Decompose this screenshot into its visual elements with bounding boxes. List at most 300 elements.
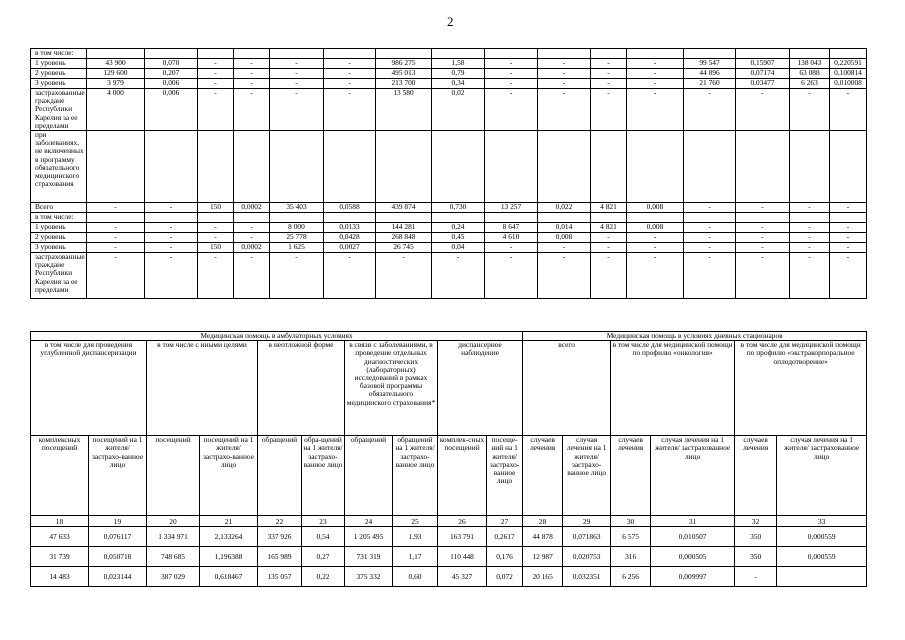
unit-header: случая лечения на 1 жителя/ застрахованное лицо [651,436,735,516]
table-row [31,213,867,223]
table-cell [485,49,538,59]
table-cell: 0,02 [432,89,485,131]
table-cell: 0,0588 [324,203,376,213]
sub-header: в том числе с иными целями [147,341,258,436]
table-cell [790,49,830,59]
table-cell: 268 848 [376,233,432,243]
table-cell: 4 821 [591,203,627,213]
row-label: 2 уровень [31,233,87,243]
table-cell: 2,133264 [200,527,258,547]
table-cell: - [790,253,830,299]
table-row [31,49,867,59]
table-cell: - [684,203,736,213]
unit-header: случаев лечения [523,436,563,516]
table-cell: - [591,253,627,299]
table-row [31,527,867,547]
table-cell: - [198,79,234,89]
table-cell: - [684,89,736,131]
table-cell: - [87,243,145,253]
table-cell [830,213,867,223]
table-cell [270,49,324,59]
table-cell: 0,008 [538,233,591,243]
row-label: застрахованные граждане Республики Карелия за ее пределами [31,253,87,299]
table-cell: - [735,567,777,587]
table-cell: 31 739 [31,547,89,567]
table-cell [432,49,485,59]
table-cell: 44 878 [523,527,563,547]
table-cell: 213 700 [376,79,432,89]
table-cell: 0,54 [302,527,345,547]
table-cell: 0,60 [393,567,438,587]
table-cell: 495 013 [376,69,432,79]
table-cell [234,49,270,59]
table-cell [376,49,432,59]
table-cell: 0,04 [432,243,485,253]
table-cell: - [627,69,684,79]
row-label: Всего [31,203,87,213]
table-cell [145,131,198,203]
column-number: 30 [611,516,651,527]
table-cell: 387 029 [147,567,200,587]
table-cell [324,49,376,59]
table-cell: 35 403 [270,203,324,213]
table-cell [87,131,145,203]
sub-header: в связи с заболеваниями, в проведение отдельных диагностических (лабораторных) исследований в рамках базовой программы обязательного медицинского страхования* [345,341,438,436]
bottom-table [30,331,867,587]
table-cell: - [830,243,867,253]
table-row [31,223,867,233]
table-cell: 138 043 [790,59,830,69]
table-row [31,131,867,203]
table-cell: - [538,253,591,299]
column-number: 24 [345,516,393,527]
table-cell: 144 281 [376,223,432,233]
column-number: 22 [258,516,302,527]
table-cell: 0,010507 [651,527,735,547]
unit-header: посеще-ний на 1 жителя/ застрахо-ванное лицо [487,436,523,516]
table-cell: - [736,243,790,253]
table-cell: 45 327 [438,567,487,587]
table-cell [830,49,867,59]
table-cell: - [591,79,627,89]
table-cell: - [324,89,376,131]
table-row [31,69,867,79]
table-cell: 8 000 [270,223,324,233]
table-cell: - [270,79,324,89]
table-cell: - [198,253,234,299]
table-cell: 439 874 [376,203,432,213]
table-cell: - [376,253,432,299]
table-cell [790,213,830,223]
table-cell: 0,014 [538,223,591,233]
table-cell: 1,58 [432,59,485,69]
table-cell: - [736,89,790,131]
table-cell: - [627,253,684,299]
table-cell: - [790,233,830,243]
table-cell [376,131,432,203]
sub-header: в том числе для медицинской помощи по профилю «онкология» [611,341,735,436]
table-cell: - [627,59,684,69]
table-cell: - [591,243,627,253]
table-row [31,253,867,299]
column-number: 18 [31,516,89,527]
table-row [31,59,867,69]
table-cell: - [87,253,145,299]
table-cell: 0,100814 [830,69,867,79]
table-cell: - [324,253,376,299]
table-cell: 1,17 [393,547,438,567]
table-cell: - [538,59,591,69]
table-cell: - [684,223,736,233]
table-cell: 0,006 [145,79,198,89]
table-cell: 1,196388 [200,547,258,567]
day-hospital-group-header: Медицинская помощь в условиях дневных стационаров [523,332,867,341]
table-cell [485,213,538,223]
table-cell: - [87,233,145,243]
sub-header: в неотложной форме [258,341,345,436]
table-cell: 0,010008 [830,79,867,89]
table-cell: - [198,223,234,233]
table-cell: - [234,253,270,299]
table-cell [234,213,270,223]
table-cell: 0,79 [432,69,485,79]
table-cell: - [736,233,790,243]
sub-header: диспансерное наблюдение [438,341,523,436]
table-cell: 4 000 [87,89,145,131]
table-row [31,243,867,253]
column-number: 28 [523,516,563,527]
table-cell: - [790,203,830,213]
table-cell: - [432,253,485,299]
table-cell [485,131,538,203]
table-cell: 0,000559 [777,547,867,567]
table-cell: 0,022 [538,203,591,213]
unit-header: случая лечения на 1 жителя/ застрахо-ванное лицо [563,436,611,516]
table-cell: - [830,233,867,243]
row-label: 1 уровень [31,59,87,69]
table-cell [627,213,684,223]
table-cell: 0,020753 [563,547,611,567]
table-row [31,79,867,89]
table-cell [87,213,145,223]
table-cell: - [627,243,684,253]
table-cell [538,213,591,223]
table-cell: 0,34 [432,79,485,89]
column-number: 33 [777,516,867,527]
table-cell: - [485,89,538,131]
unit-header: комплек-сных посещений [438,436,487,516]
table-cell: - [145,203,198,213]
table-cell: 135 057 [258,567,302,587]
column-number: 23 [302,516,345,527]
table-cell: - [790,89,830,131]
table-cell: - [736,203,790,213]
table-cell [777,567,867,587]
column-number: 21 [200,516,258,527]
column-number: 32 [735,516,777,527]
table-cell: 0,006 [145,89,198,131]
table-cell: 0,072 [487,567,523,587]
table-cell [234,131,270,203]
table-cell: 12 987 [523,547,563,567]
row-label: 3 уровень [31,79,87,89]
table-cell: - [234,79,270,89]
table-cell: 150 [198,243,234,253]
table-cell: 0,009997 [651,567,735,587]
unit-header: посещений на 1 жителя/ застрахо-ванное лицо [89,436,147,516]
table-cell [830,131,867,203]
table-cell [790,131,830,203]
table-row [31,547,867,567]
table-cell: 44 896 [684,69,736,79]
row-label: при заболеваниях, не включенных в программу обязательного медицинского страхования [31,131,87,203]
row-label: 3 уровень [31,243,87,253]
table-cell: 163 791 [438,527,487,547]
table-cell: 316 [611,547,651,567]
table-cell: 375 332 [345,567,393,587]
unit-header: обра-щений на 1 жителя/ застрахо-ванное лицо [302,436,345,516]
table-cell: - [270,89,324,131]
table-cell: 20 165 [523,567,563,587]
table-cell: 0,618467 [200,567,258,587]
table-cell: 0,07174 [736,69,790,79]
table-cell: 99 547 [684,59,736,69]
table-cell [145,49,198,59]
table-cell: - [145,223,198,233]
sub-header: в том числе для медицинской помощи по профилю «экстракорпоральное оплодотворение» [735,341,867,436]
table-cell: 0,730 [432,203,485,213]
table-cell: - [684,243,736,253]
table-cell: - [736,223,790,233]
table-cell: 986 275 [376,59,432,69]
unit-header: посещений на 1 жителя/ застрахо-ванное лицо [200,436,258,516]
table-cell [198,49,234,59]
table-cell [432,213,485,223]
table-cell: 165 989 [258,547,302,567]
table-cell: 0,076117 [89,527,147,547]
table-cell: 0,008 [627,223,684,233]
table-cell [736,131,790,203]
table-cell: 0,03477 [736,79,790,89]
table-cell: - [591,233,627,243]
column-number: 25 [393,516,438,527]
table-cell: 0,0002 [234,203,270,213]
table-cell: 0,023144 [89,567,147,587]
table-cell: - [684,233,736,243]
sub-header: всего [523,341,611,436]
table-cell: 0,45 [432,233,485,243]
table-cell: 25 778 [270,233,324,243]
table-cell: 1,93 [393,527,438,547]
unit-header: обращений [345,436,393,516]
table-cell: 13 257 [485,203,538,213]
table-cell: - [87,223,145,233]
table-cell [145,213,198,223]
table-cell: 110 448 [438,547,487,567]
table-cell: 4 821 [591,223,627,233]
unit-header: обращений на 1 жителя/ застрахо-ванное лицо [393,436,438,516]
table-cell [591,131,627,203]
table-cell: - [324,59,376,69]
unit-header-row [31,436,867,516]
table-cell: 63 088 [790,69,830,79]
table-cell: 21 760 [684,79,736,89]
table-cell: - [485,59,538,69]
table-cell: 0,0428 [324,233,376,243]
table-cell [324,131,376,203]
table-cell: 731 319 [345,547,393,567]
table-cell: - [145,233,198,243]
table-row [31,567,867,587]
unit-header: случая лечения на 1 жителя/ застрахованное лицо [777,436,867,516]
table-cell: 0,27 [302,547,345,567]
table-cell: 13 580 [376,89,432,131]
table-cell [270,213,324,223]
table-cell: 0,0027 [324,243,376,253]
sub-header: в том числе для проведения углубленной диспансеризации [31,341,147,436]
table-cell: 0,22 [302,567,345,587]
table-cell: - [324,69,376,79]
table-cell: 47 633 [31,527,89,547]
table-cell [684,213,736,223]
table-cell [198,213,234,223]
table-cell: - [790,223,830,233]
table-cell: 350 [735,547,777,567]
table-cell [432,131,485,203]
table-cell: 0,000505 [651,547,735,567]
page-number: 2 [447,14,454,29]
table-cell: - [485,69,538,79]
table-cell: 0,176 [487,547,523,567]
table-cell: 0,0133 [324,223,376,233]
table-cell: - [234,59,270,69]
table-cell: - [627,79,684,89]
table-cell: 6 575 [611,527,651,547]
unit-header: обращений [258,436,302,516]
unit-header: посещений [147,436,200,516]
table-cell: 0,032351 [563,567,611,587]
table-cell: 43 900 [87,59,145,69]
table-cell: - [270,69,324,79]
table-cell: - [627,233,684,243]
table-cell: - [198,69,234,79]
table-cell: 8 647 [485,223,538,233]
table-cell: - [324,79,376,89]
table-cell: - [830,89,867,131]
table-cell: - [830,223,867,233]
table-cell: - [830,253,867,299]
table-cell: 0,15907 [736,59,790,69]
table-cell: 0,050718 [89,547,147,567]
table-cell: - [830,203,867,213]
table-cell: - [485,243,538,253]
table-cell [684,131,736,203]
group-header-row [31,332,867,341]
table-cell: - [790,243,830,253]
table-row [31,233,867,243]
table-cell: 150 [198,203,234,213]
ambulatory-group-header: Медицинская помощь в амбулаторных условиях [31,332,523,341]
row-label: застрахованные граждане Республики Карелия за ее пределами [31,89,87,131]
table-cell [270,131,324,203]
table-cell [627,131,684,203]
table-cell: - [145,253,198,299]
table-cell: - [198,89,234,131]
column-number: 26 [438,516,487,527]
row-label: в том числе: [31,213,87,223]
table-cell: - [87,203,145,213]
table-cell [87,49,145,59]
table-cell: 1 205 495 [345,527,393,547]
table-cell: - [736,253,790,299]
table-cell: - [538,89,591,131]
table-cell [627,49,684,59]
table-cell: - [270,59,324,69]
table-cell [684,49,736,59]
table-cell: 0,207 [145,69,198,79]
table-cell: - [538,243,591,253]
table-cell: 0,2617 [487,527,523,547]
table-cell: 6 256 [611,567,651,587]
unit-header: комплексных посещений [31,436,89,516]
table-cell: - [198,59,234,69]
table-cell [324,213,376,223]
unit-header: случаев лечения [611,436,651,516]
table-cell [736,213,790,223]
table-cell [591,49,627,59]
table-cell: 129 600 [87,69,145,79]
table-cell: 1 334 971 [147,527,200,547]
table-cell: 0,000559 [777,527,867,547]
table-cell: - [198,233,234,243]
table-cell: - [145,243,198,253]
table-cell: - [234,89,270,131]
table-row [31,89,867,131]
table-cell: 14 483 [31,567,89,587]
column-number: 31 [651,516,735,527]
unit-header: случаев лечения [735,436,777,516]
table-cell: - [234,223,270,233]
table-cell: 337 926 [258,527,302,547]
table-cell: - [538,79,591,89]
table-cell: 3 979 [87,79,145,89]
table-cell: - [538,69,591,79]
table-cell: - [591,59,627,69]
row-label: в том числе: [31,49,87,59]
table-cell: - [591,89,627,131]
table-cell: 0,220591 [830,59,867,69]
table-cell: 0,071863 [563,527,611,547]
row-label: 2 уровень [31,69,87,79]
table-cell: 350 [735,527,777,547]
table-cell: 748 685 [147,547,200,567]
table-row [31,203,867,213]
column-number: 20 [147,516,200,527]
table-cell: - [684,253,736,299]
table-cell [736,49,790,59]
table-cell: 1 625 [270,243,324,253]
column-number: 19 [89,516,147,527]
row-label: 1 уровень [31,223,87,233]
table-cell: 4 610 [485,233,538,243]
table-cell: 0,0002 [234,243,270,253]
table-cell: 0,070 [145,59,198,69]
top-table [30,48,867,299]
table-cell [538,131,591,203]
table-cell: - [234,69,270,79]
table-cell: - [270,253,324,299]
table-cell: 6 263 [790,79,830,89]
